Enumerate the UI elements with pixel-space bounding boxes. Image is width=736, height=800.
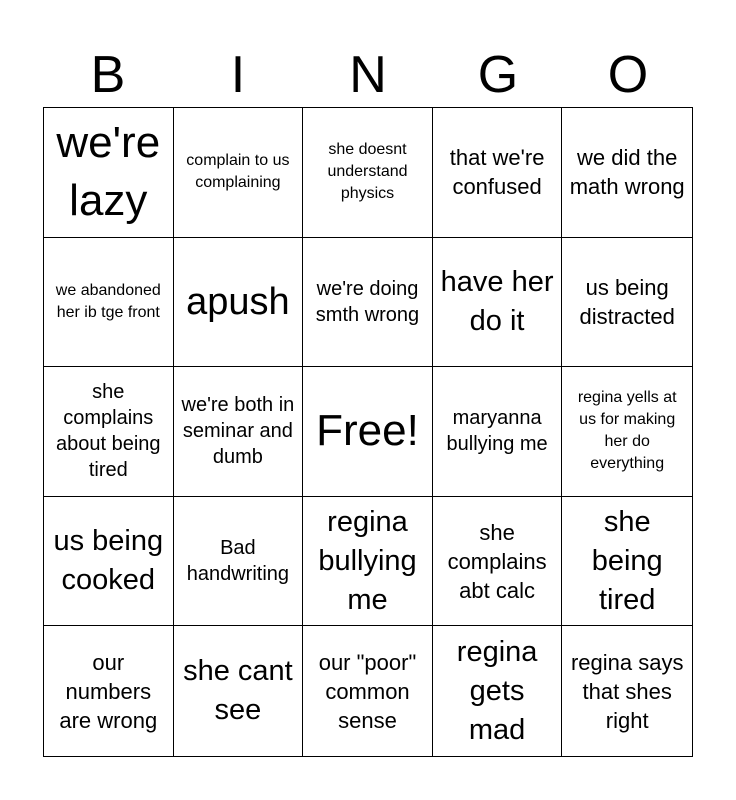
bingo-cell-text: us being distracted [579,274,675,329]
header-letter-g: G [477,46,519,104]
bingo-cell[interactable] [44,238,174,368]
bingo-cell-text: have her do it [440,265,554,337]
bingo-cell-text: she cant see [183,655,293,727]
bingo-cell-text: we're lazy [56,118,161,226]
bingo-header [43,42,693,108]
bingo-cell[interactable] [174,367,304,497]
bingo-cell-text: we're doing smth wrong [315,277,420,326]
bingo-cell-text: Bad handwriting [186,537,290,586]
bingo-cell[interactable] [433,108,563,238]
bingo-cell-text: we abandoned her ib tge front [55,281,161,321]
bingo-cell[interactable] [562,108,692,238]
bingo-cell[interactable] [174,626,304,756]
bingo-cell-text: regina bullying me [318,505,417,616]
bingo-cell[interactable] [433,238,563,368]
bingo-cell[interactable] [174,108,304,238]
bingo-cell-text: our numbers are wrong [59,649,158,733]
bingo-cell-text: complain to us complaining [186,152,290,192]
bingo-cell[interactable] [433,626,563,756]
header-letter-n: N [349,46,387,104]
bingo-cell[interactable] [562,626,692,756]
bingo-cell[interactable] [433,367,563,497]
bingo-cell[interactable] [562,238,692,368]
bingo-cell[interactable] [303,626,433,756]
bingo-cell[interactable] [303,108,433,238]
bingo-board [43,107,693,757]
bingo-cell[interactable] [562,497,692,627]
header-letter-i: I [230,46,246,104]
bingo-cell[interactable] [44,497,174,627]
header-letter-o: O [607,46,649,104]
header-letter-b: B [90,46,126,104]
bingo-cell[interactable] [174,497,304,627]
bingo-cell-text: maryanna bullying me [446,407,548,456]
bingo-cell-text: us being cooked [53,525,164,597]
bingo-cell[interactable] [174,238,304,368]
bingo-cell-text: that we're confused [449,145,545,200]
bingo-cell-text: regina yells at us for making her do everything [577,389,677,473]
bingo-cell[interactable] [44,626,174,756]
bingo-cell[interactable] [44,367,174,497]
bingo-cell[interactable] [562,367,692,497]
bingo-cell-text: regina gets mad [456,635,538,746]
bingo-cell-text: we did the math wrong [569,145,685,200]
bingo-cell-text: she complains abt calc [447,519,547,603]
bingo-cell-text: she doesnt understand physics [327,141,408,203]
bingo-cell-text: our "poor" common sense [318,649,417,733]
free-space-text: Free! [316,406,419,456]
bingo-cell-text: apush [186,280,290,323]
free-space-cell[interactable] [303,367,433,497]
bingo-cell-text: she being tired [591,505,663,616]
bingo-cell-text: regina says that shes right [570,649,684,733]
bingo-cell[interactable] [44,108,174,238]
bingo-cell[interactable] [433,497,563,627]
bingo-cell[interactable] [303,238,433,368]
bingo-cell[interactable] [303,497,433,627]
bingo-cell-text: we're both in seminar and dumb [181,394,295,469]
bingo-cell-text: she complains about being tired [56,381,161,482]
